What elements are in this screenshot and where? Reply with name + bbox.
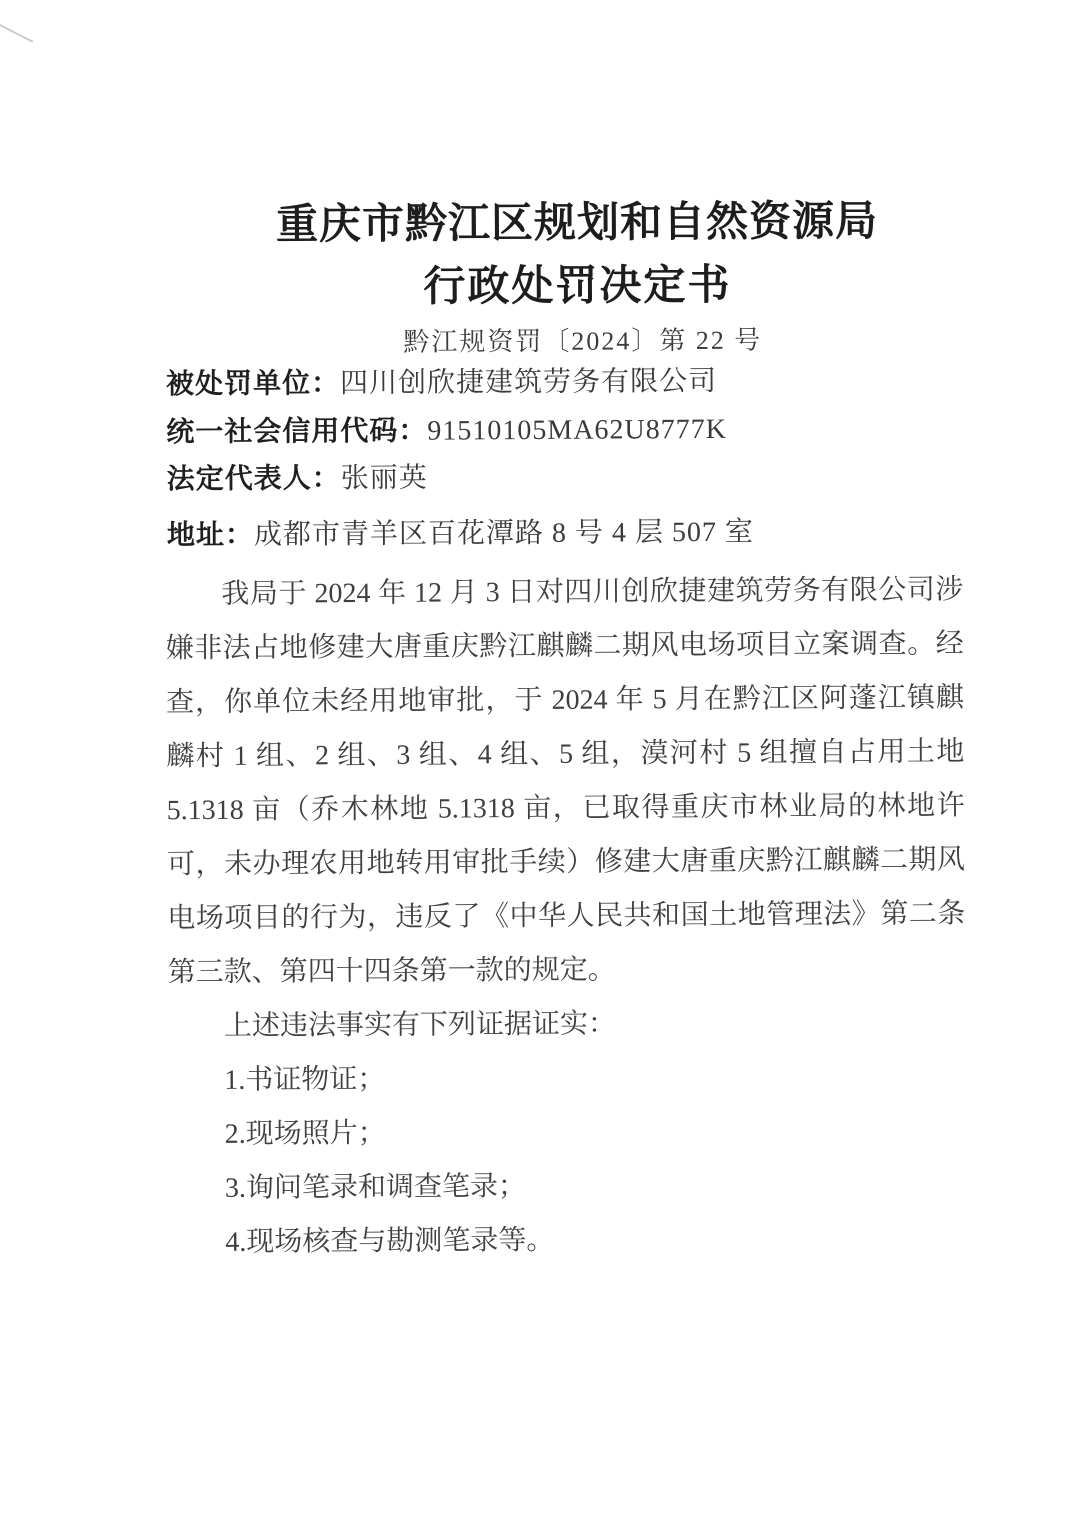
punished-unit-label: 被处罚单位： (165, 367, 341, 400)
evidence-item: 2.现场照片； (224, 1117, 386, 1150)
decision-body-block (165, 563, 967, 1270)
info-line-credit-code (166, 409, 964, 450)
info-line-address (167, 512, 965, 553)
legal-representative-value: 张丽英 (340, 462, 428, 495)
address-value: 成都市青羊区百花潭路 8 号 4 层 507 室 (253, 516, 755, 551)
body-text-line: 嫌非法占地修建大唐重庆黔江麒麟二期风电场项目立案调查。经 (165, 628, 964, 665)
body-text-line: 第三款、第四十四条第一款的规定。 (167, 954, 616, 989)
info-line-punished-unit (166, 361, 964, 402)
address-label: 地址： (166, 518, 255, 551)
body-text-line: 麟村 1 组、2 组、3 组、4 组、5 组，漠河村 5 组擅自占用土地 (166, 736, 965, 773)
evidence-item: 3.询问笔录和调查笔录； (224, 1171, 527, 1204)
evidence-item: 1.书证物证； (224, 1063, 386, 1096)
party-info-block (166, 361, 965, 553)
evidence-intro-line: 上述违法事实有下列证据证实： (223, 1008, 617, 1042)
body-text-line: 查，你单位未经用地审批，于 2024 年 5 月在黔江区阿蓬江镇麒 (165, 682, 965, 719)
body-text-line: 电场项目的行为，违反了《中华人民共和国土地管理法》第二条 (167, 898, 966, 935)
document-type-title: 行政处罚决定书 (423, 262, 732, 311)
agency-title: 重庆市黔江区规划和自然资源局 (275, 198, 879, 249)
body-text-line: 我局于 2024 年 12 月 3 日对四川创欣捷建筑劳务有限公司涉 (221, 574, 964, 610)
credit-code-label: 统一社会信用代码： (166, 414, 428, 448)
legal-representative-label: 法定代表人： (166, 462, 341, 495)
info-line-legal-representative (167, 456, 965, 497)
credit-code-value: 91510105MA62U8777K (427, 413, 728, 447)
document-number: 黔江规资罚〔2024〕第 22 号 (403, 325, 763, 357)
evidence-item: 4.现场核查与勘测笔录等。 (225, 1224, 555, 1258)
body-text-line: 5.1318 亩（乔木林地 5.1318 亩，已取得重庆市林业局的林地许 (166, 790, 965, 827)
punished-unit-value: 四川创欣捷建筑劳务有限公司 (339, 365, 718, 400)
body-text-line: 可，未办理农用地转用审批手续）修建大唐重庆黔江麒麟二期风 (166, 844, 966, 881)
